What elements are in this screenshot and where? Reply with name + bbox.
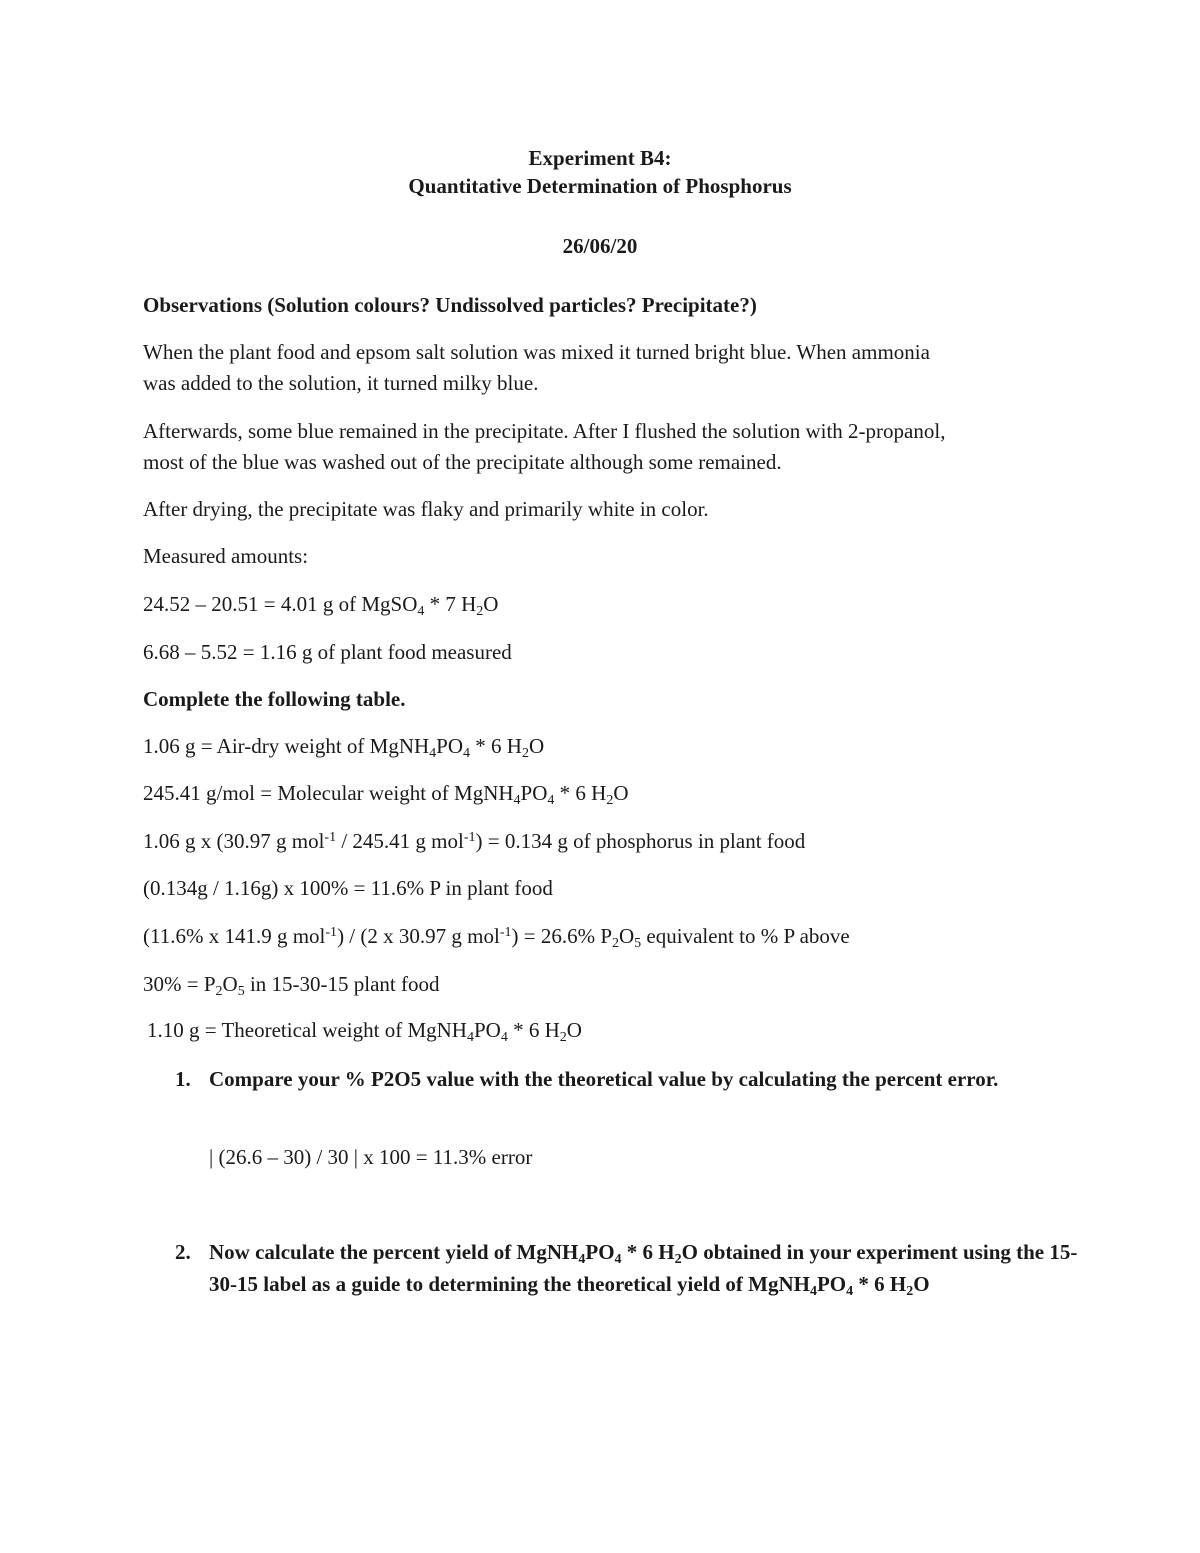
measurement-plant-food: 6.68 – 5.52 = 1.16 g of plant food measured <box>143 640 512 664</box>
table-heading: Complete the following table. <box>143 687 406 711</box>
observations-heading: Observations (Solution colours? Undissolved particles? Precipitate?) <box>143 293 757 317</box>
measurement-mgso4: 24.52 – 20.51 = 4.01 g of MgSO$_4$ * 7 $H_2O$ <box>143 592 499 619</box>
measured-amounts-label: Measured amounts: <box>143 544 309 568</box>
title-line-1: Experiment B4: <box>528 146 672 170</box>
question-1-answer: | (26.6 – 30) / 30 | x 100 = 11.3% error <box>209 1145 533 1169</box>
table-row-air-dry-weight: 1.06 g = Air-dry weight of $MgNH_4PO_4 * 6$ $H_2O$ <box>143 734 545 761</box>
question-1-number: 1. <box>175 1067 191 1091</box>
table-row-theoretical-weight: 1.10 g = Theoretical weight of $MgNH_4PO_4 * 6$ $H_2O$ <box>147 1018 582 1045</box>
table-row-p2o5-equivalent: (11.6% x 141.9 g mol$^{-1}$) / (2 x 30.97 g mol$^{-1}$) = 26.6% $P_2O_5$ equivalent to % P above <box>143 924 850 951</box>
table-row-phosphorus-mass: 1.06 g x (30.97 g mol$^{-1}$ / 245.41 g mol$^{-1}$) = 0.134 g of phosphorus in plant food <box>143 829 806 853</box>
title-line-2: Quantitative Determination of Phosphorus <box>408 174 792 198</box>
observation-p3: After drying, the precipitate was flaky and primarily white in color. <box>143 497 709 521</box>
observation-p2-line1: Afterwards, some blue remained in the precipitate. After I flushed the solution with 2-propanol, <box>143 419 946 443</box>
question-1-text: Compare your % P2O5 value with the theoretical value by calculating the percent error. <box>209 1067 999 1091</box>
table-row-label-p2o5: $30\% = P_2O_5$ in 15-30-15 plant food <box>143 972 440 999</box>
observation-p2-line2: most of the blue was washed out of the precipitate although some remained. <box>143 450 782 474</box>
observation-p1-line1: When the plant food and epsom salt solution was mixed it turned bright blue. When ammonia <box>143 340 930 364</box>
table-row-percent-p: (0.134g / 1.16g) x 100% = 11.6% P in plant food <box>143 876 553 900</box>
question-2-number: 2. <box>175 1240 191 1264</box>
table-row-molecular-weight: 245.41 g/mol = Molecular weight of $MgNH_4PO_4 * 6$ $H_2O$ <box>143 781 629 808</box>
date: 26/06/20 <box>562 234 638 258</box>
question-2-text: Now calculate the percent yield of $MgNH_4PO_4 * 6$ $H_2O$ obtained in your experiment using the 15-30-15 label as a guide to determining the theoretical yield of $MgNH_4PO_4 * 6$ $H_2O$ <box>209 1240 1078 1299</box>
observation-p1-line2: was added to the solution, it turned milky blue. <box>143 371 539 395</box>
